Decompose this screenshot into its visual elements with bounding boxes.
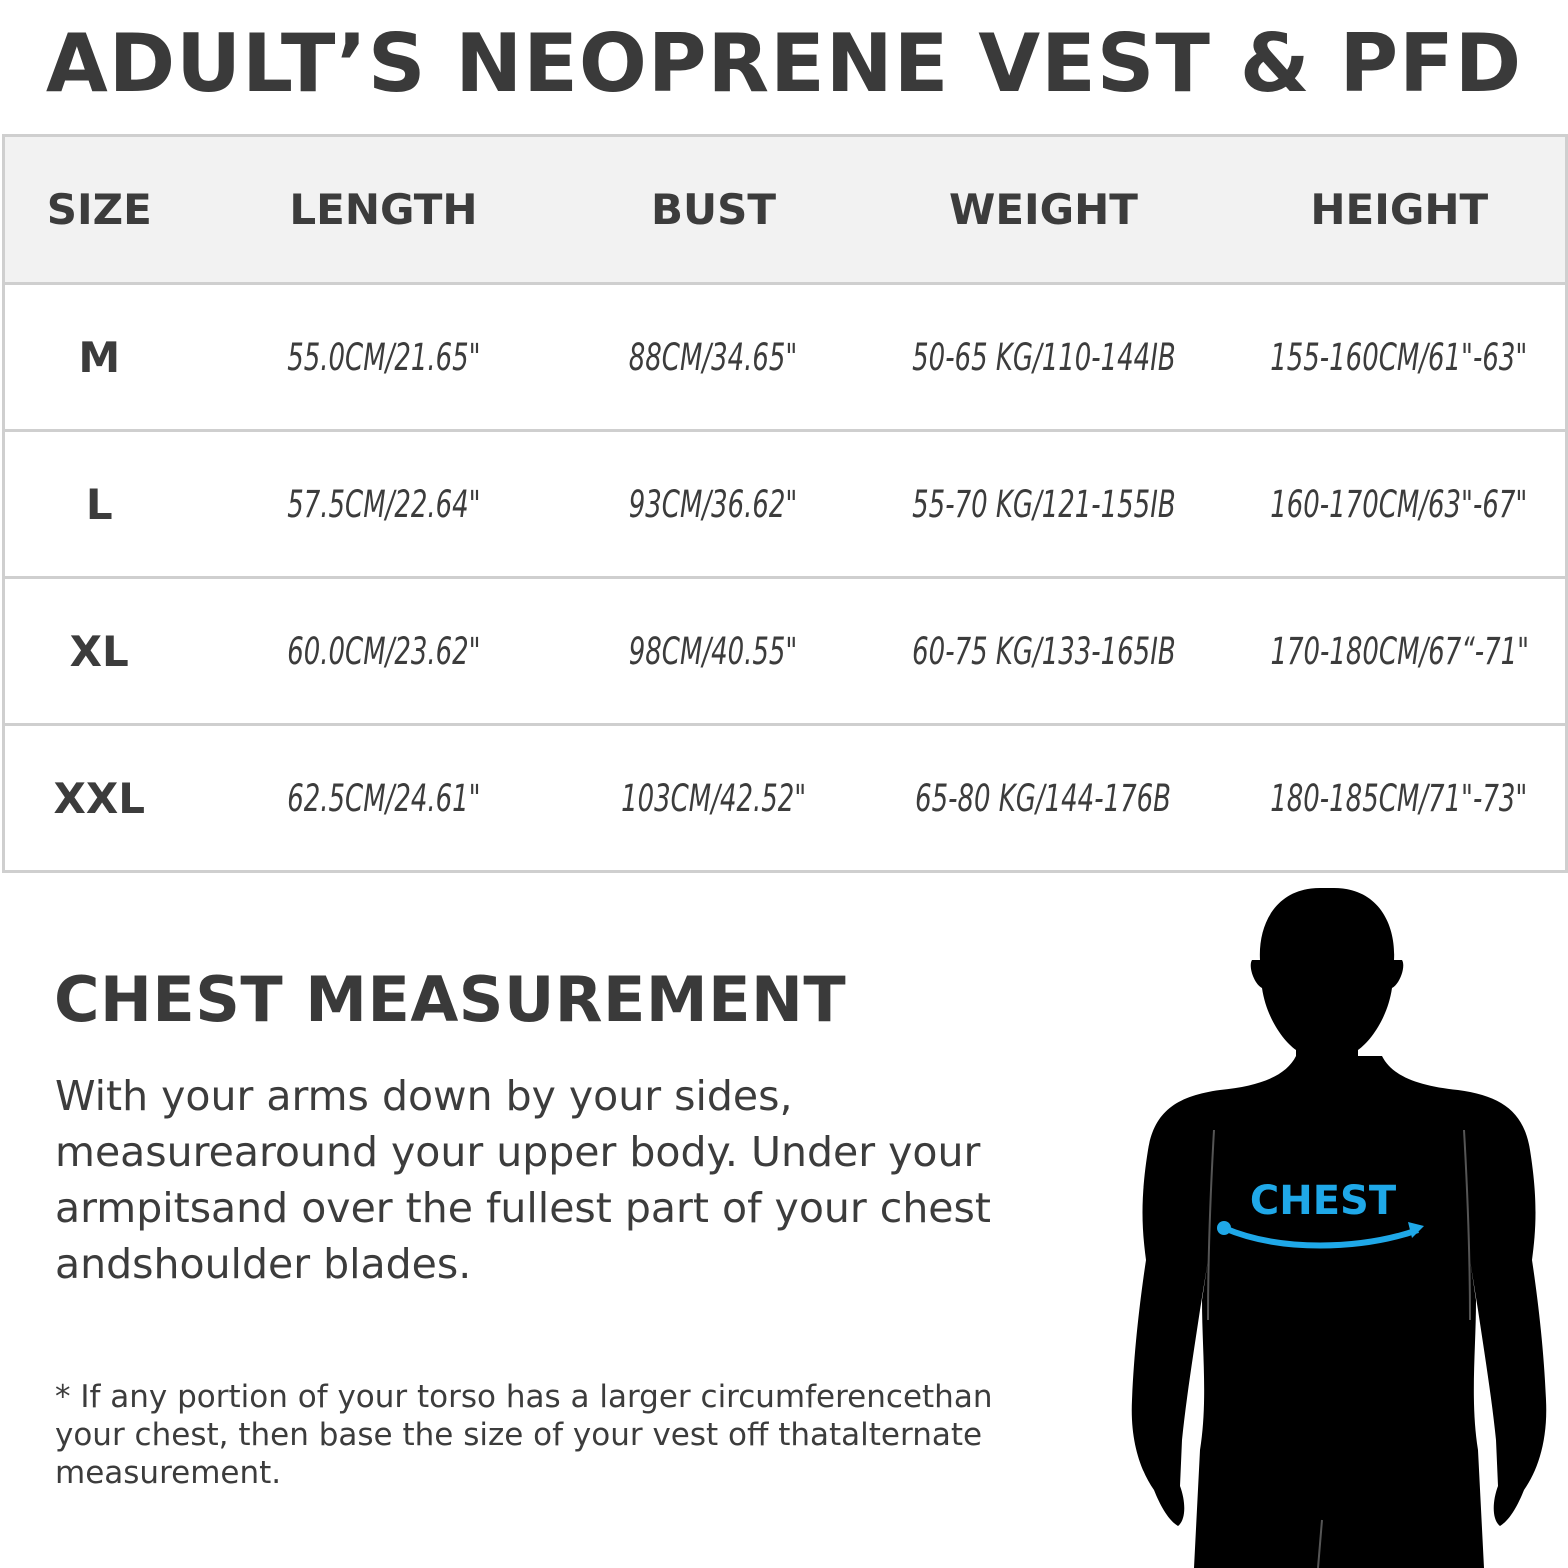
size-cell: XXL — [4, 725, 194, 872]
header-bust: BUST — [574, 136, 854, 284]
header-weight: WEIGHT — [854, 136, 1234, 284]
size-cell: M — [4, 284, 194, 431]
size-cell: XL — [4, 578, 194, 725]
instruction-line: andshoulder blades. — [55, 1240, 472, 1288]
table-row — [4, 725, 1567, 872]
length-cell: 55.0CM/21.65" — [194, 284, 574, 431]
bust-cell: 103CM/42.52" — [574, 725, 854, 872]
weight-cell: 60-75 KG/133-165IB — [854, 578, 1234, 725]
instruction-line: measurearound your upper body. Under your — [55, 1128, 981, 1176]
chest-instructions — [55, 1068, 1055, 1292]
weight-cell: 50-65 KG/110-144IB — [854, 284, 1234, 431]
chest-label: CHEST — [1249, 1178, 1397, 1224]
head-shape — [1251, 888, 1404, 1080]
chest-measurement-heading: CHEST MEASUREMENT — [54, 963, 847, 1036]
header-length: LENGTH — [194, 136, 574, 284]
torso-shape — [1132, 1056, 1547, 1568]
bust-cell: 98CM/40.55" — [574, 578, 854, 725]
height-cell: 180-185CM/71"-73" — [1234, 725, 1567, 872]
table-header-row — [4, 136, 1567, 284]
weight-cell: 55-70 KG/121-155IB — [854, 431, 1234, 578]
note-line: * If any portion of your torso has a larger circumferencethan — [55, 1379, 993, 1415]
body-silhouette-icon — [1090, 880, 1568, 1568]
header-size: SIZE — [4, 136, 194, 284]
instruction-line: With your arms down by your sides, — [55, 1072, 793, 1120]
weight-cell: 65-80 KG/144-176B — [854, 725, 1234, 872]
table-row — [4, 578, 1567, 725]
table-row — [4, 431, 1567, 578]
height-cell: 160-170CM/63"-67" — [1234, 431, 1567, 578]
length-cell: 57.5CM/22.64" — [194, 431, 574, 578]
height-cell: 170-180CM/67“-71" — [1234, 578, 1567, 725]
note-line: your chest, then base the size of your vest off thatalternate — [55, 1417, 983, 1453]
bust-cell: 88CM/34.65" — [574, 284, 854, 431]
length-cell: 62.5CM/24.61" — [194, 725, 574, 872]
sizing-note — [55, 1378, 1055, 1492]
table-row — [4, 284, 1567, 431]
height-cell: 155-160CM/61"-63" — [1234, 284, 1567, 431]
header-height: HEIGHT — [1234, 136, 1567, 284]
size-chart-table — [2, 134, 1568, 873]
size-cell: L — [4, 431, 194, 578]
note-line: measurement. — [55, 1455, 282, 1491]
bust-cell: 93CM/36.62" — [574, 431, 854, 578]
length-cell: 60.0CM/23.62" — [194, 578, 574, 725]
instruction-line: armpitsand over the fullest part of your chest — [55, 1184, 991, 1232]
page-title: ADULT’S NEOPRENE VEST & PFD — [45, 17, 1523, 110]
